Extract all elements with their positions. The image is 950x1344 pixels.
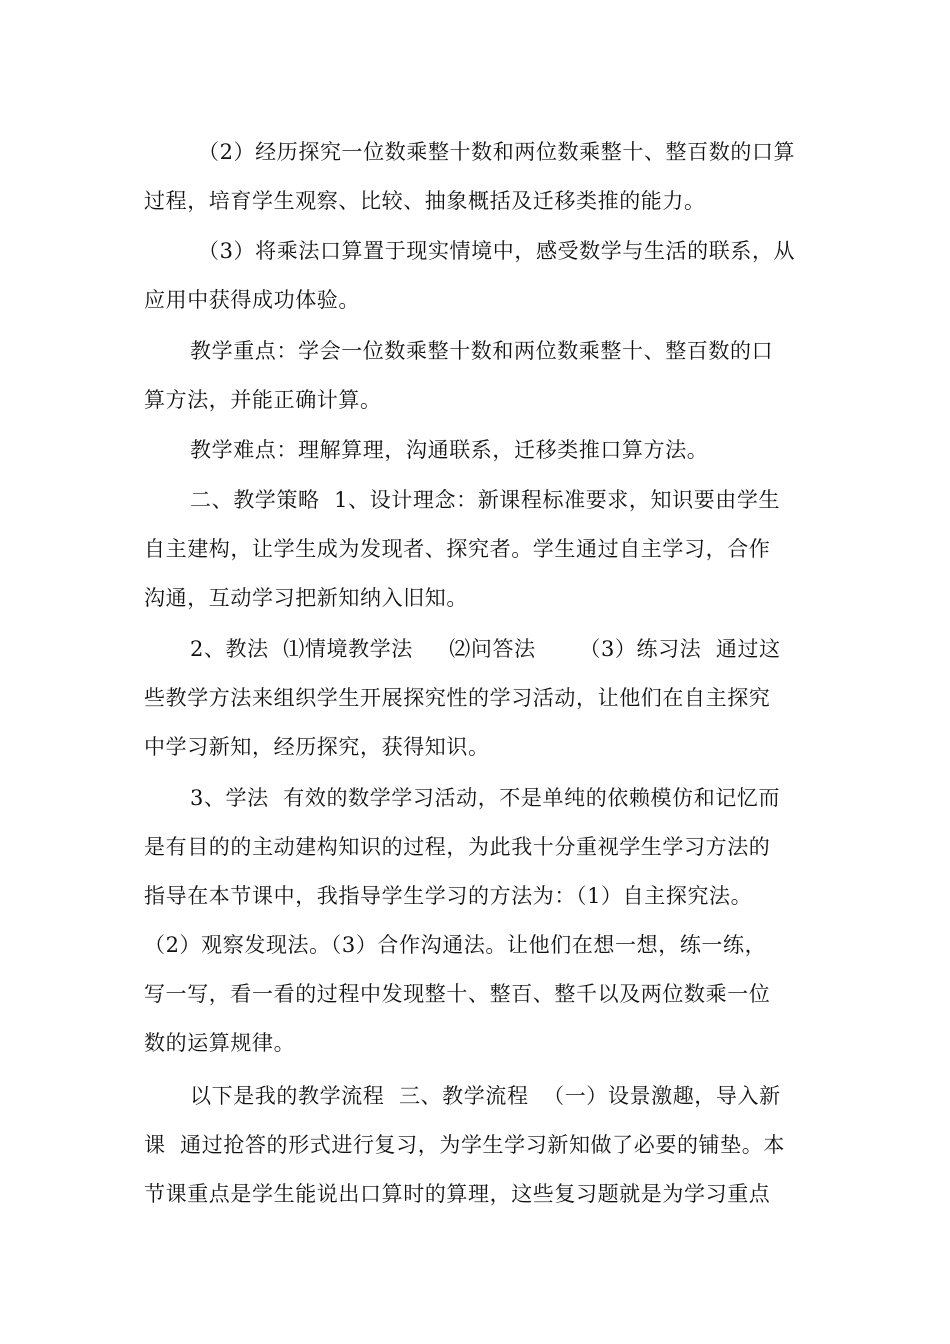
text-line: 2、教法 ⑴情境教学法 ⑵问答法 （3）练习法 通过这 <box>190 637 781 661</box>
text-line: 自主建构，让学生成为发现者、探究者。学生通过自主学习，合作 <box>144 537 771 561</box>
text-line: 数的运算规律。 <box>144 1031 296 1055</box>
paragraph-goal-3 <box>144 227 824 325</box>
paragraph-teaching-process <box>144 1072 824 1219</box>
text-line: 二、教学策略 1、设计理念：新课程标准要求，知识要由学生 <box>190 488 781 512</box>
text-line: 应用中获得成功体验。 <box>144 288 360 312</box>
paragraph-teaching-methods <box>144 625 824 772</box>
text-line: 过程，培育学生观察、比较、抽象概括及迁移类推的能力。 <box>144 189 706 213</box>
text-line: 些教学方法来组织学生开展探究性的学习活动，让他们在自主探究 <box>144 686 771 710</box>
text-line: （2）经历探究一位数乘整十数和两位数乘整十、整百数的口算 <box>198 140 796 164</box>
text-line: （2）观察发现法。（3）合作沟通法。让他们在想一想，练一练， <box>144 933 767 957</box>
text-line: 中学习新知，经历探究，获得知识。 <box>144 735 490 759</box>
paragraph-teaching-difficulty <box>144 426 824 475</box>
paragraph-goal-2 <box>144 128 824 226</box>
paragraph-teaching-focus <box>144 327 824 425</box>
paragraph-learning-methods <box>144 774 824 1068</box>
paragraph-teaching-strategy <box>144 476 824 623</box>
text-line: 写一写，看一看的过程中发现整十、整百、整千以及两位数乘一位 <box>144 982 771 1006</box>
text-line: 是有目的的主动建构知识的过程，为此我十分重视学生学习方法的 <box>144 835 771 859</box>
text-line: 以下是我的教学流程 三、教学流程 （一）设景激趣，导入新 <box>190 1084 781 1108</box>
text-line: 指导在本节课中，我指导学生学习的方法为：（1）自主探究法。 <box>144 884 753 908</box>
text-line: （3）将乘法口算置于现实情境中，感受数学与生活的联系，从 <box>198 239 796 263</box>
text-line: 节课重点是学生能说出口算时的算理，这些复习题就是为学习重点 <box>144 1182 771 1206</box>
text-line: 沟通，互动学习把新知纳入旧知。 <box>144 586 468 610</box>
text-line: 教学重点：学会一位数乘整十数和两位数乘整十、整百数的口 <box>190 339 774 363</box>
text-line: 教学难点：理解算理，沟通联系，迁移类推口算方法。 <box>190 438 709 462</box>
text-line: 3、学法 有效的数学学习活动，不是单纯的依赖模仿和记忆而 <box>190 786 781 810</box>
text-line: 课 通过抢答的形式进行复习，为学生学习新知做了必要的铺垫。本 <box>144 1133 785 1157</box>
text-line: 算方法，并能正确计算。 <box>144 388 382 412</box>
